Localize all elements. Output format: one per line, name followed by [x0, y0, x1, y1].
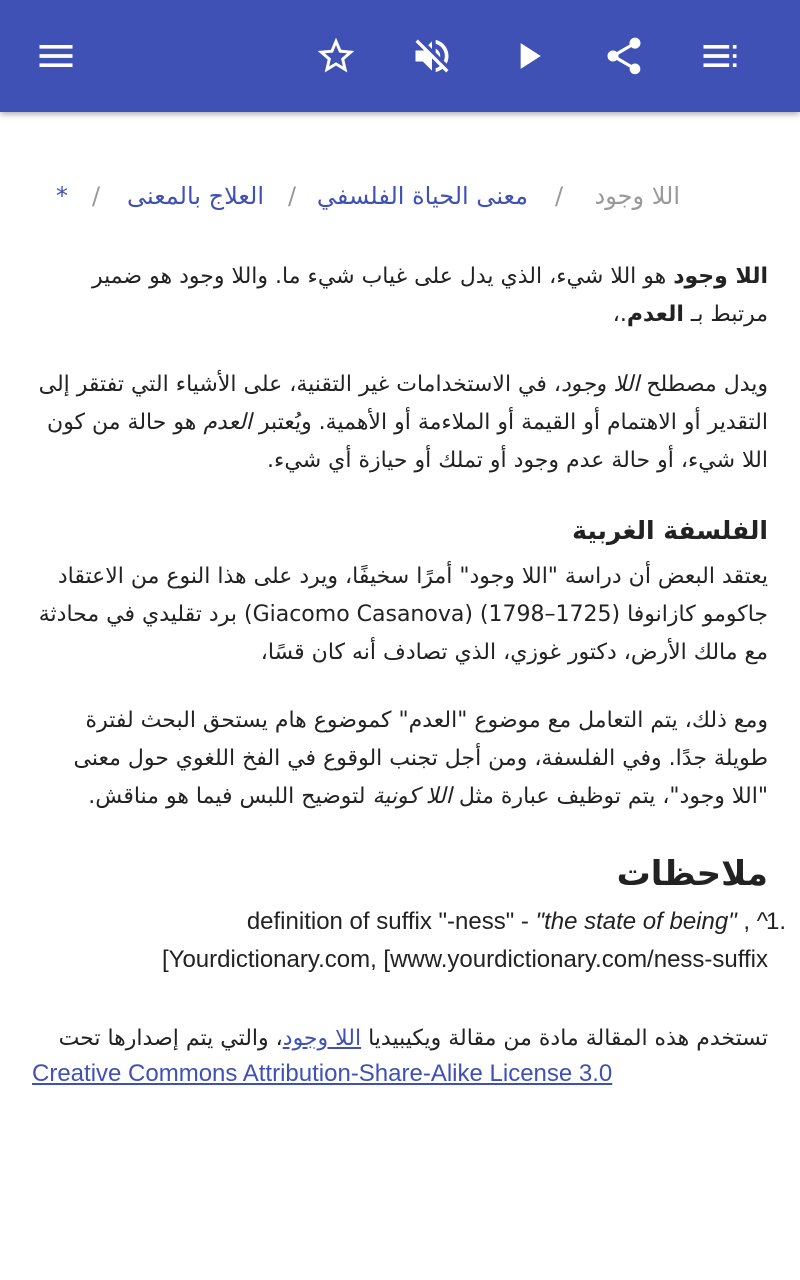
notes-heading: ملاحظات	[616, 854, 768, 894]
breadcrumb-star[interactable]: *	[56, 182, 68, 210]
share-icon[interactable]	[594, 26, 654, 86]
breadcrumb-item-meaning-of-life[interactable]: معنى الحياة الفلسفي	[316, 182, 528, 210]
app-bar	[0, 0, 800, 112]
intro-paragraph: اللا وجود هو اللا شيء، الذي يدل على غياب شيء ما. واللا وجود هو ضمير مرتبط بـ العدم.،	[91, 264, 768, 327]
definition-paragraph: ويدل مصطلح اللا وجود، في الاستخدامات غير التقنية، على الأشياء التي تفتقر إلى التقدير أو الاهتمام أو القيمة أو الملاءمة أو الأهمية. ويُعتبر العدم هو حالة من كون اللا شيء، أو حالة عدم وجود أو تملك أو حيازة أي شيء.	[38, 372, 768, 473]
breadcrumb-separator: /	[555, 182, 564, 210]
star-outline-icon[interactable]	[306, 26, 366, 86]
play-icon[interactable]	[498, 26, 558, 86]
breadcrumb-separator: /	[288, 182, 297, 210]
term-bold: العدم	[626, 302, 684, 327]
nothingness-paragraph: ومع ذلك، يتم التعامل مع موضوع "العدم" كموضوع هام يستحق البحث لفترة طويلة جدًا. وفي الفلسفة، ومن أجل تجنب الوقوع في الفخ اللغوي حول معنى "اللا وجود"، يتم توظيف عبارة مثل اللا كونية لتوضيح اللبس فيما هو مناقش.	[73, 708, 768, 809]
note-number: 1.	[766, 908, 787, 935]
breadcrumb-separator: /	[92, 182, 101, 210]
license-paragraph: تستخدم هذه المقالة مادة من مقالة ويكيبيديا اللا وجود، والتي يتم إصدارها تحت	[58, 1026, 768, 1051]
breadcrumb-current: اللا وجود	[594, 182, 680, 210]
note-line-2: [Yourdictionary.com, [www.yourdictionary.com/ness-suffix	[161, 946, 768, 973]
section-heading-western-philosophy: الفلسفة الغربية	[572, 516, 768, 545]
license-link-text[interactable]: Creative Commons Attribution-Share-Alike License 3.0	[32, 1060, 613, 1087]
license-link[interactable]	[32, 1060, 612, 1088]
breadcrumb-item-logotherapy[interactable]: العلاج بالمعنى	[126, 182, 264, 210]
source-article-link[interactable]: اللا وجود	[282, 1026, 362, 1051]
term-bold: اللا وجود	[673, 264, 768, 289]
volume-off-icon[interactable]	[402, 26, 462, 86]
menu-icon[interactable]	[26, 26, 86, 86]
list-icon[interactable]	[690, 26, 750, 86]
note-line-1: definition of suffix "-ness" - "the state of being" , ^	[246, 908, 768, 935]
western-paragraph: يعتقد البعض أن دراسة "اللا وجود" أمرًا سخيفًا، ويرد على هذا النوع من الاعتقاد جاكومو كازانوفا (1725–1798) (Giacomo Casanova) برد تقليدي في محادثة مع مالك الأرض، دكتور غوزي، الذي تصادف أنه كان قسًا،	[38, 564, 768, 665]
